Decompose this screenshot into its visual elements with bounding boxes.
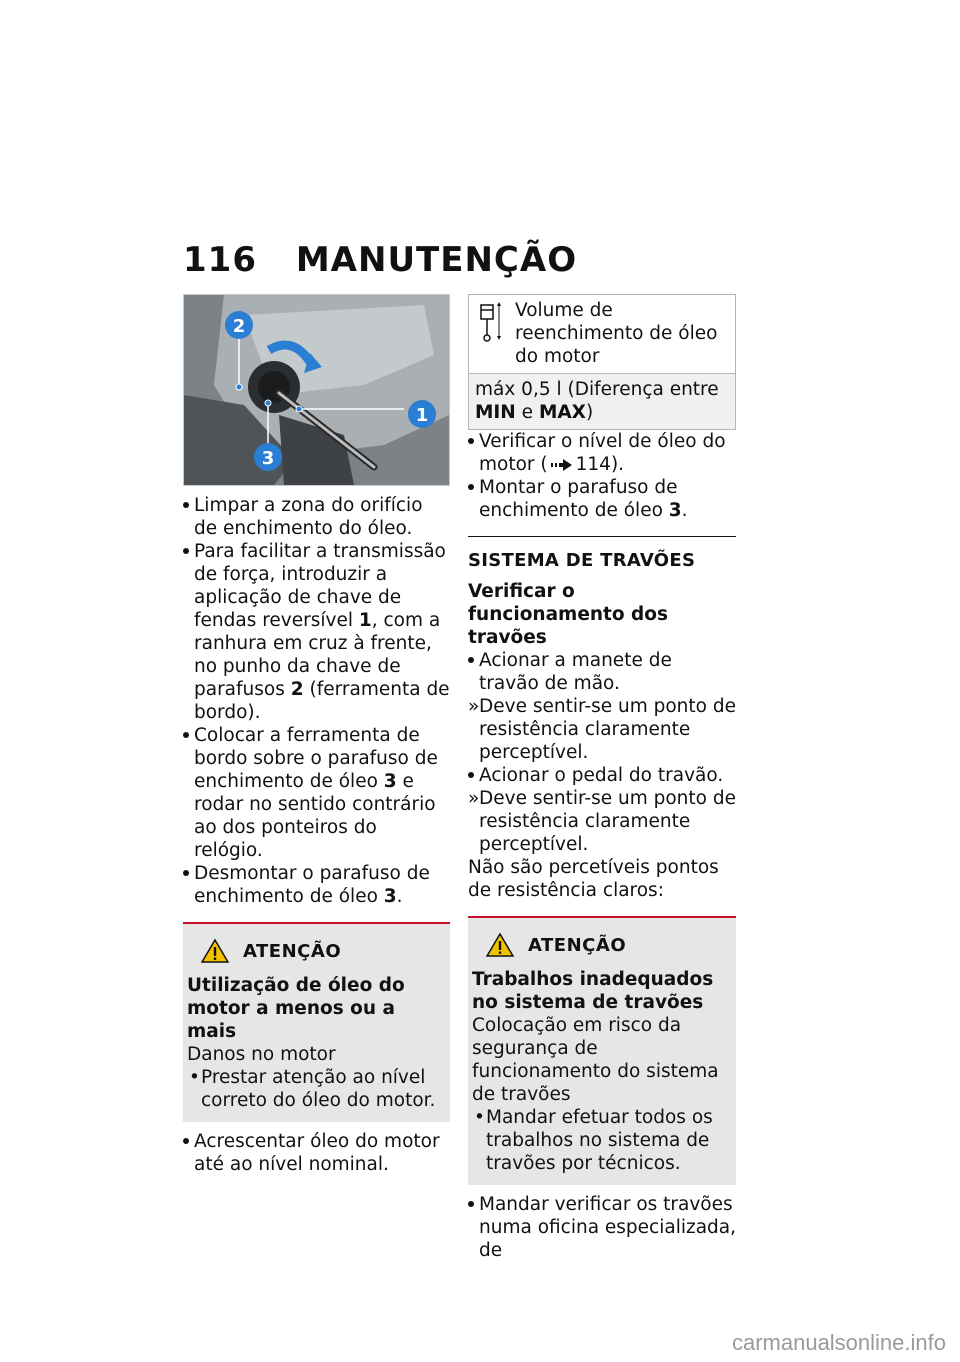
callout-2-label: 2 [232,316,246,337]
result-resistance-foot: » Deve sentir-se um ponto de resistência claramente perceptível. [468,787,736,856]
step-workshop-check: Mandar verificar os travões numa oficina especializada, de [468,1193,736,1262]
step-top-up-oil: Acrescentar óleo do motor até ao nível nominal. [183,1130,450,1176]
step-clean-filler-area: Limpar a zona do orifício de enchimento do óleo. [183,494,450,540]
step-check-oil-level: Verificar o nível de óleo do motor ( 114). [468,430,736,476]
spec-table [468,294,736,430]
warning-heading: Trabalhos inadequados no sistema de travões [472,969,714,1013]
engine-illustration [184,295,449,485]
result-resistance-hand: » Deve sentir-se um ponto de resistência claramente perceptível. [468,695,736,764]
page-reference-link[interactable]: 114 [575,454,611,475]
page-reference-arrow-icon [551,459,573,471]
step-apply-hand-brake: Acionar a manete de travão de mão. [468,649,736,695]
subsection-title-check-brakes: Verificar o funcionamento dos travões [468,581,669,648]
warning-triangle-icon [201,938,229,964]
warning-heading: Utilização de óleo do motor a menos ou a mais [187,975,405,1042]
step-place-tool: Colocar a ferramenta de bordo sobre o parafuso de enchimento de óleo 3 e rodar no sentido contrário ao dos ponteiros do relógio. [183,724,450,862]
spec-label: Volume de reenchimento de óleo do motor [515,300,718,367]
warning-title: ATENÇÃO [528,934,627,956]
warning-oil-level [183,922,450,1122]
callout-1-label: 1 [415,405,429,426]
section-title-brakes: SISTEMA DE TRAVÕES [468,536,736,572]
warning-consequence: Danos no motor [187,1044,336,1065]
watermark: carmanualsonline.info [731,1330,946,1355]
step-insert-screwdriver-bit: Para facilitar a transmissão de força, introduzir a aplicação de chave de fendas reversível 1, com a ranhura em cruz à frente, no punho da chave de parafusos 2 (ferramenta de bordo). [183,540,450,724]
step-remove-filler-screw: Desmontar o parafuso de enchimento de óleo 3. [183,862,450,908]
warning-brake-work [468,916,736,1185]
warning-action: • Prestar atenção ao nível correto do óleo do motor. [187,1066,446,1112]
callout-3-label: 3 [261,448,275,469]
page-header [183,240,577,280]
right-column [468,294,736,1262]
warning-action: • Mandar efetuar todos os trabalhos no sistema de travões por técnicos. [472,1106,732,1175]
step-mount-filler-screw: Montar o parafuso de enchimento de óleo 3. [468,476,736,522]
left-column [183,294,450,1176]
warning-consequence: Colocação em risco da segurança de funcionamento do sistema de travões [472,1015,719,1105]
spec-value: máx 0,5 l (Diferença entre MIN e MAX) [469,374,735,429]
oil-volume-icon [475,299,505,343]
note-no-resistance: Não são percetíveis pontos de resistência claros: [468,857,719,901]
warning-title: ATENÇÃO [243,940,342,962]
engine-figure [183,294,450,486]
chapter-title: MANUTENÇÃO [295,240,578,280]
step-apply-foot-brake: Acionar o pedal do travão. [468,764,736,787]
page-number: 116 [183,240,257,280]
warning-triangle-icon [486,932,514,958]
